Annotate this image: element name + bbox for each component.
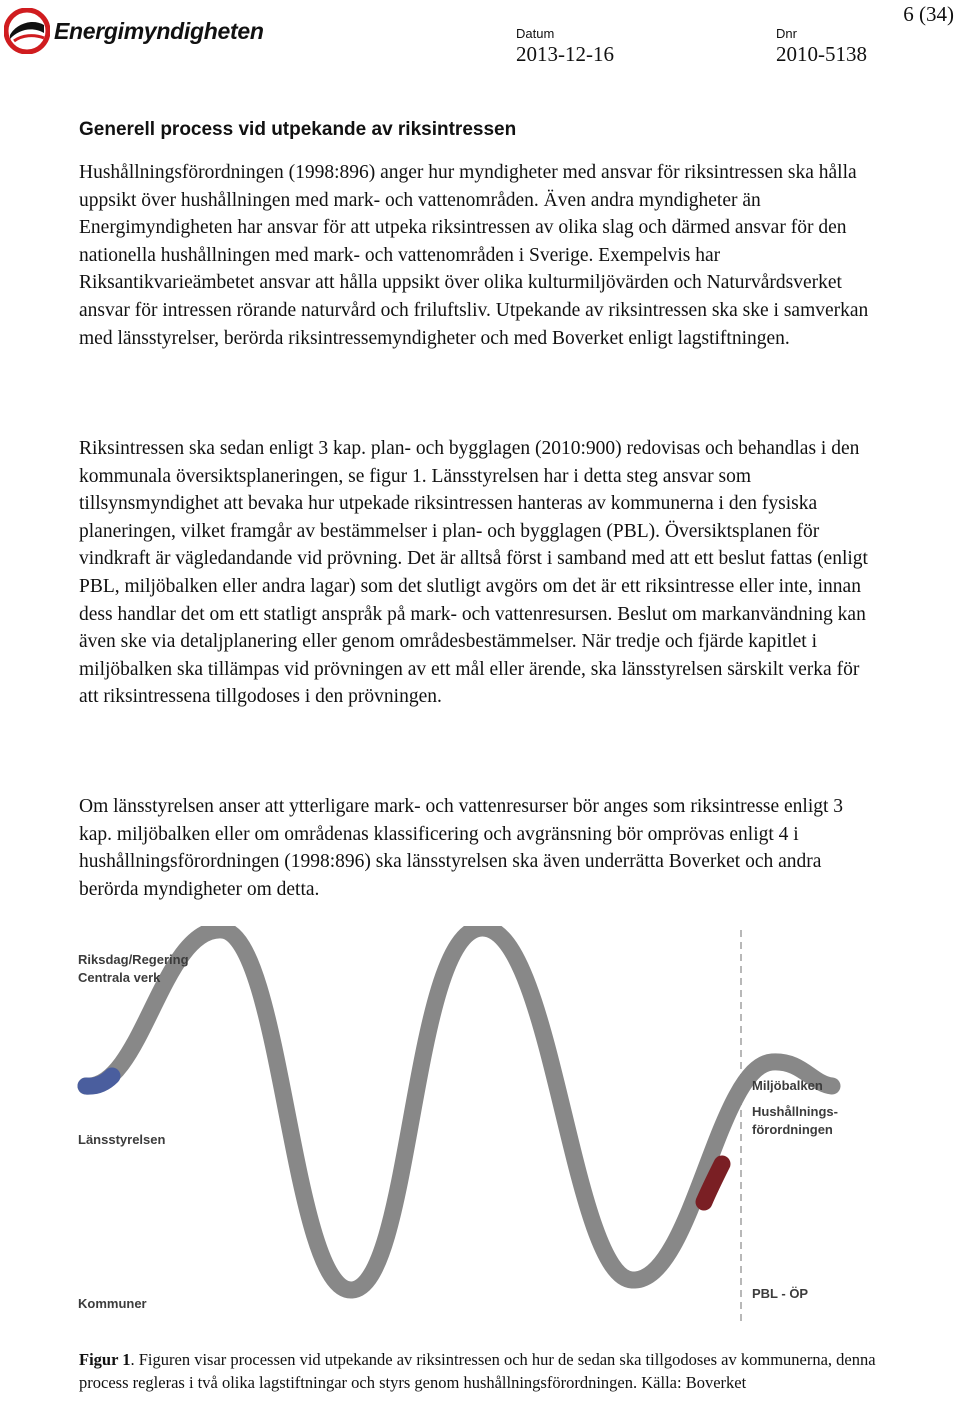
caption-text: . Figuren visar processen vid utpekande av riksintressen och hur de sedan ska tillgodoses av kommunerna, denna process regleras i två olika lagstiftningar och styrs genom hushållningsförordningen. Källa: Boverket bbox=[79, 1350, 876, 1392]
energimyndigheten-logo bbox=[4, 6, 264, 56]
label-miljobalken: Miljöbalken bbox=[752, 1078, 823, 1093]
logo-text: Energimyndigheten bbox=[54, 17, 264, 44]
label-riksdag: Riksdag/Regering bbox=[78, 952, 189, 967]
paragraph-1: Hushållningsförordningen (1998:896) anger hur myndigheter med ansvar för riksintressen ska hålla uppsikt över hushållningen med mark- och vattenområden. Även andra myndigheter än Energimyndigheten har ansvar för att utpeka riksintressen av olika slag och därmed ansvar för den nationella hushållningen med mark- och vattenområden i Sverige. Exempelvis har Riksantikvarieämbetet ansvar att hålla uppsikt över olika kulturmiljövärden och Naturvårdsverket ansvar för intressen rörande naturvård och friluftsliv. Utpekande av riksintressen ska ske i samverkan med länsstyrelser, berörda riksintressemyndigheter och med Boverket enligt lagstiftningen. bbox=[79, 162, 869, 349]
date-block bbox=[516, 26, 614, 67]
dnr-label: Dnr bbox=[776, 26, 797, 41]
dnr-block bbox=[776, 26, 867, 67]
paragraph-3: Om länsstyrelsen anser att ytterligare mark- och vattenresurser bör anges som riksintresse enligt 3 kap. miljöbalken eller om områdenas klassificering och avgränsning bör omprövas enligt 4 i hushållningsförordningen (1998:896) ska länsstyrelsen ska även underrätta Boverket och andra berörda myndigheter om detta. bbox=[79, 796, 844, 900]
paragraph-2: Riksintressen ska sedan enligt 3 kap. plan- och bygglagen (2010:900) redovisas och behandlas i den kommunala översiktsplaneringen, se figur 1. Länsstyrelsen har i detta steg ansvar som tillsynsmyndighet att bevaka hur utpekade riksintressen hanteras av kommunerna i den fysiska planeringen, vilket framgår av bestämmelser i plan- och bygglagen (PBL). Översiktsplanen för vindkraft är vägledandande vid prövning. Det är alltså först i samband med att ett beslut fattas (enligt PBL, miljöbalken eller andra lagar) som det slutligt avgörs om det är ett riksintresse eller inte, innan dess handlar det om ett statligt anspråk på mark- och vattenresursen. Beslut om markanvändning kan även ske via detaljplanering eller genom områdesbestämmelser. När tredje och fjärde kapitlet i miljöbalken ska tillämpas vid prövningen av ett mål eller ärende, ska länsstyrelsen särskilt verka för att riksintressena tillgodoses i den prövningen. bbox=[79, 438, 868, 708]
label-kommuner: Kommuner bbox=[78, 1296, 147, 1311]
dnr-value: 2010-5138 bbox=[776, 42, 867, 66]
label-lansstyrelsen: Länsstyrelsen bbox=[78, 1132, 166, 1147]
caption-label: Figur 1 bbox=[79, 1350, 131, 1369]
label-hushallningsforordningen-line1: Hushållnings- bbox=[752, 1104, 838, 1119]
date-value: 2013-12-16 bbox=[516, 42, 614, 66]
page-number: 6 (34) bbox=[903, 2, 954, 26]
date-label: Datum bbox=[516, 26, 555, 41]
label-hushallningsforordningen-line2: förordningen bbox=[752, 1122, 833, 1137]
section-heading: Generell process vid utpekande av riksintressen bbox=[79, 119, 517, 140]
process-figure bbox=[72, 926, 872, 1326]
energimyndigheten-emblem-icon bbox=[4, 8, 50, 54]
label-pbl-op: PBL - ÖP bbox=[752, 1286, 809, 1301]
process-curve bbox=[86, 928, 832, 1290]
label-centrala-verk: Centrala verk bbox=[78, 970, 161, 985]
figure-caption bbox=[79, 1349, 879, 1394]
